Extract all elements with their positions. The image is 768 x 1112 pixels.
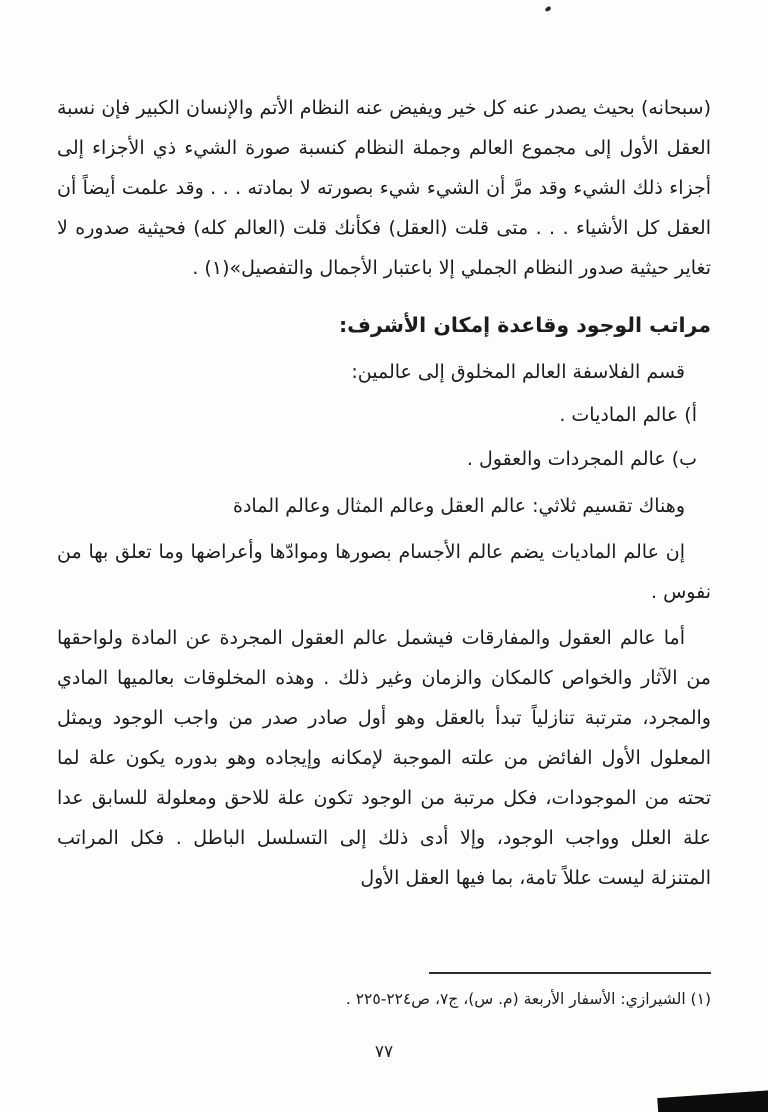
page-body-text bbox=[57, 88, 711, 898]
material-world-paragraph: إن عالم الماديات يضم عالم الأجسام بصورها وموادّها وأعراضها وما تعلق بها من نفوس . bbox=[57, 541, 711, 603]
scan-speck-mark bbox=[544, 6, 551, 12]
section-heading: مراتب الوجود وقاعدة إمكان الأشرف: bbox=[338, 313, 711, 337]
division-intro-line: قسم الفلاسفة العالم المخلوق إلى عالمين: bbox=[351, 361, 685, 383]
tripartite-division-line: وهناك تقسيم ثلاثي: عالم العقل وعالم المثال وعالم المادة bbox=[233, 495, 685, 517]
scan-corner-artifact bbox=[657, 1090, 768, 1112]
intellect-world-paragraph: أما عالم العقول والمفارقات فيشمل عالم العقول المجردة عن المادة ولواحقها من الآثار والخواص كالمكان والزمان وغير ذلك . وهذه المخلوقات بعالميها المادي والمجرد، مترتبة تنازلياً تبدأ بالعقل وهو أول صادر صدر من واجب الوجود ويمثل المعلول الأول الفائض من علته الموجبة لإمكانه وإيجاده وهو بدوره يكون علة لما تحته من الموجودات، فكل مرتبة من الوجود تكون علة للاحق ومعلولة للسابق عدا علة العلل وواجب الوجود، وإلا أدى ذلك إلى التسلسل الباطل . فكل المراتب المتنزلة ليست عللاً تامة، بما فيها العقل الأول bbox=[57, 627, 711, 889]
footnote-citation: (١) الشيرازي: الأسفار الأربعة (م. س)، ج٧، ص٢٢٤-٢٢٥ . bbox=[345, 990, 711, 1008]
quote-paragraph: (سبحانه) بحيث يصدر عنه كل خير ويفيض عنه النظام الأتم والإنسان الكبير فإن نسبة العقل الأول إلى مجموع العالم وجملة النظام كنسبة صورة الشيء ذي الأجزاء إلى أجزاء ذلك الشيء وقد مرَّ أن الشيء شيء بصورته لا بمادته . . . وقد علمت أيضاً أن العقل كل الأشياء . . . متى قلت (العقل) فكأنك قلت (العالم كله) فحيثية صدوره لا تغاير حيثية صدور النظام الجملي إلا باعتبار الأجمال والتفصيل»(١) . bbox=[57, 97, 711, 279]
list-item-a: أ) عالم الماديات . bbox=[559, 404, 697, 426]
footnote-separator-rule bbox=[429, 972, 711, 974]
page-number: ٧٧ bbox=[374, 1042, 394, 1062]
list-item-b: ب) عالم المجردات والعقول . bbox=[466, 448, 697, 470]
